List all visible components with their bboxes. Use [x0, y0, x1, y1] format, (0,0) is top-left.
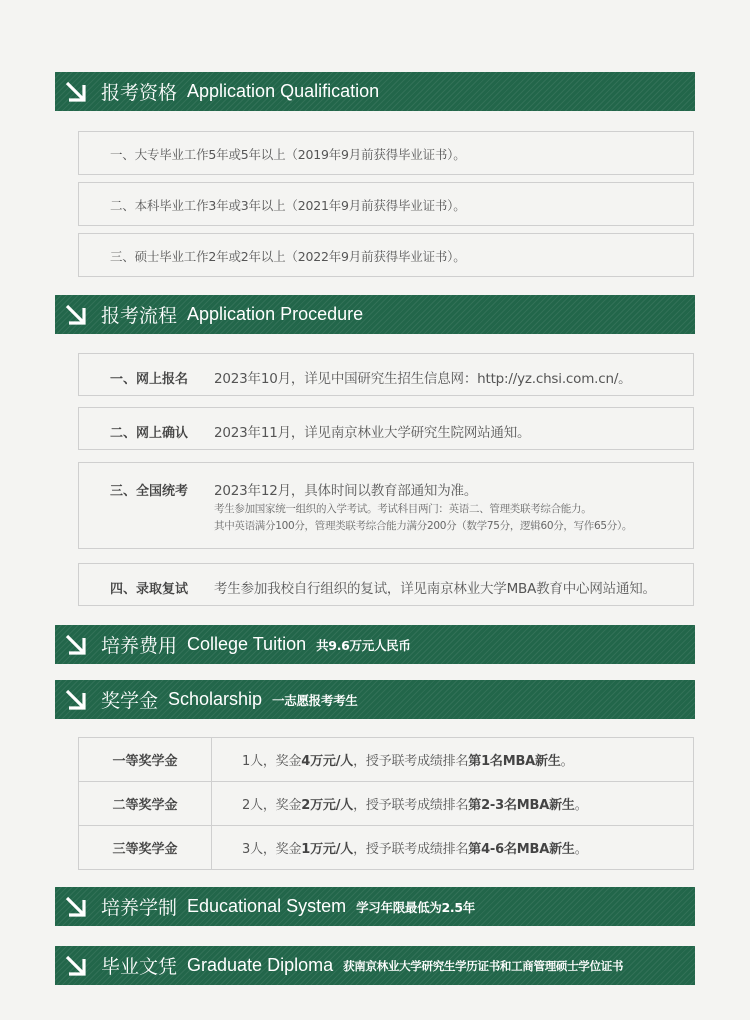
section-title-zh: 报考流程 — [101, 305, 178, 327]
scholarship-level: 三等奖学金 — [79, 826, 212, 870]
procedure-step-text: 2023年10月，详见中国研究生招生信息网：http://yz.chsi.com.cn/。 — [214, 371, 632, 387]
section-title-zh: 报考资格 — [101, 82, 178, 104]
section-title-zh: 培养费用 — [101, 635, 178, 657]
section-header-tuition — [55, 625, 695, 664]
procedure-step-detail: 其中英语满分100分，管理类联考综合能力满分200分（数学75分，逻辑60分，写作65分）。 — [214, 520, 633, 532]
procedure-step — [78, 407, 694, 450]
section-title-en: Scholarship — [168, 689, 263, 709]
scholarship-description: 3人，奖金1万元/人，授予联考成绩排名第4-6名MBA新生。 — [212, 826, 694, 870]
section-header-diploma — [55, 946, 695, 985]
qualification-item — [78, 233, 694, 277]
procedure-step-text: 考生参加我校自行组织的复试，详见南京林业大学MBA教育中心网站通知。 — [214, 581, 656, 597]
arrow-down-right-icon — [63, 687, 89, 713]
section-title-en: College Tuition — [187, 634, 307, 654]
procedure-step-label: 三、全国统考 — [110, 484, 189, 499]
scholarship-level: 一等奖学金 — [79, 738, 212, 782]
section-title-en: Application Qualification — [187, 81, 380, 101]
arrow-down-right-icon — [63, 894, 89, 920]
qualification-text: 三、硕士毕业工作2年或2年以上（2022年9月前获得毕业证书）。 — [110, 248, 466, 264]
section-title-zh: 奖学金 — [101, 690, 159, 712]
arrow-down-right-icon — [63, 302, 89, 328]
section-header-scholarship — [55, 680, 695, 719]
section-note: 一志愿报考考生 — [272, 692, 358, 708]
section-note: 学习年限最低为2.5年 — [356, 899, 475, 915]
qualification-text: 二、本科毕业工作3年或3年以上（2021年9月前获得毕业证书）。 — [110, 197, 466, 213]
arrow-down-right-icon — [63, 79, 89, 105]
section-header-procedure — [55, 295, 695, 334]
qualification-item — [78, 131, 694, 175]
scholarship-table — [78, 737, 694, 870]
procedure-step-label: 一、网上报名 — [110, 372, 189, 387]
table-row — [79, 826, 694, 870]
scholarship-description: 2人，奖金2万元/人，授予联考成绩排名第2-3名MBA新生。 — [212, 782, 694, 826]
section-title-en: Educational System — [187, 896, 347, 916]
section-title-en: Application Procedure — [187, 304, 364, 324]
arrow-down-right-icon — [63, 632, 89, 658]
procedure-step-text: 2023年11月，详见南京林业大学研究生院网站通知。 — [214, 425, 531, 441]
section-header-qualification — [55, 72, 695, 111]
procedure-step-label: 二、网上确认 — [110, 426, 189, 441]
table-row — [79, 782, 694, 826]
section-note: 共9.6万元人民币 — [316, 637, 411, 653]
procedure-step-detail: 考生参加国家统一组织的入学考试。考试科目两门：英语二、管理类联考综合能力。 — [214, 503, 592, 515]
procedure-step — [78, 462, 694, 549]
section-header-system — [55, 887, 695, 926]
qualification-item — [78, 182, 694, 226]
procedure-step — [78, 563, 694, 606]
table-row — [79, 738, 694, 782]
procedure-step-label: 四、录取复试 — [110, 582, 189, 597]
section-note: 获南京林业大学研究生学历证书和工商管理硕士学位证书 — [343, 958, 624, 973]
scholarship-description: 1人，奖金4万元/人，授予联考成绩排名第1名MBA新生。 — [212, 738, 694, 782]
qualification-text: 一、大专毕业工作5年或5年以上（2019年9月前获得毕业证书）。 — [110, 146, 466, 162]
scholarship-level: 二等奖学金 — [79, 782, 212, 826]
section-title-en: Graduate Diploma — [187, 955, 334, 975]
procedure-step-text: 2023年12月，具体时间以教育部通知为准。 — [214, 483, 478, 499]
section-title-zh: 毕业文凭 — [101, 956, 178, 978]
procedure-step — [78, 353, 694, 396]
arrow-down-right-icon — [63, 953, 89, 979]
section-title-zh: 培养学制 — [101, 897, 178, 919]
